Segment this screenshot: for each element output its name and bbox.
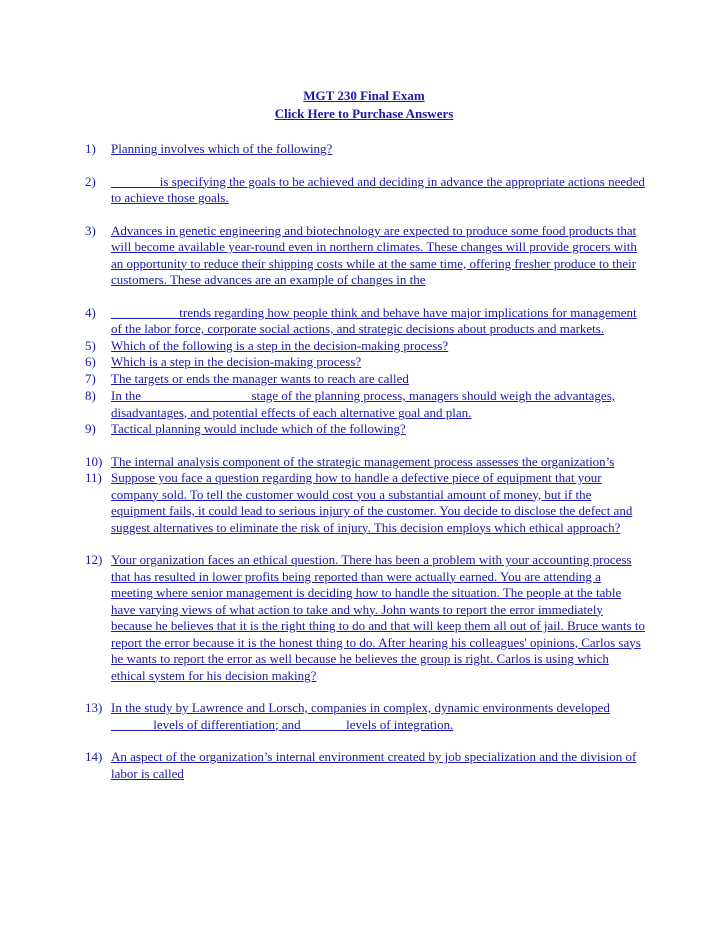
- question-number: 6): [85, 354, 96, 369]
- question-number: 12): [85, 552, 103, 567]
- question-link[interactable]: Advances in genetic engineering and biotechnology are expected to produce some food products that will become available year-round even in northern climates. These changes will provide grocers with an opportunity to reduce their shipping costs while at the same time, offering fresher produce to their customers. These advances are an example of changes in the: [111, 222, 637, 287]
- question-number: 5): [85, 337, 96, 353]
- question-item-10[interactable]: [85, 454, 645, 471]
- question-item-12[interactable]: [85, 552, 645, 684]
- question-link[interactable]: Suppose you face a question regarding how to handle a defective piece of equipment that your company sold. To tell the customer would cost you a substantial amount of money, but if the equipment fails, it could lead to serious injury of the customer. You decide to disclose the defect and suggest alternatives to eliminate the risk of injury. This decision employs which ethical approach?: [111, 470, 633, 535]
- question-number: 2): [85, 173, 96, 189]
- question-number: 14): [85, 749, 103, 764]
- document-header: [0, 87, 728, 123]
- question-item-3[interactable]: [85, 223, 645, 289]
- question-item-4[interactable]: [85, 305, 645, 338]
- question-number: 13): [85, 700, 103, 715]
- question-number: 3): [85, 222, 96, 238]
- question-number: 11): [85, 470, 102, 485]
- question-link[interactable]: Tactical planning would include which of the following?: [111, 421, 406, 436]
- question-link[interactable]: An aspect of the organization’s internal environment created by job specialization and the division of labor is called: [111, 749, 637, 781]
- question-link[interactable]: Planning involves which of the following?: [111, 141, 333, 156]
- question-link[interactable]: Which is a step in the decision-making process?: [111, 354, 362, 369]
- question-link[interactable]: The internal analysis component of the strategic management process assesses the organization’s: [111, 453, 615, 469]
- question-number: 7): [85, 370, 96, 386]
- question-item-9[interactable]: [85, 421, 645, 438]
- question-link[interactable]: __________ trends regarding how people think and behave have major implications for management of the labor force, corporate social actions, and strategic decisions about products and markets.: [111, 304, 637, 336]
- question-item-7[interactable]: [85, 371, 645, 388]
- question-number: 1): [85, 141, 96, 156]
- question-item-6[interactable]: [85, 354, 645, 371]
- question-item-5[interactable]: [85, 338, 645, 355]
- exam-title-link[interactable]: MGT 230 Final Exam: [303, 88, 425, 103]
- question-link[interactable]: Which of the following is a step in the decision-making process?: [111, 337, 449, 353]
- question-number: 4): [85, 304, 96, 320]
- question-item-13[interactable]: [85, 700, 645, 733]
- question-link[interactable]: In the ________________ stage of the planning process, managers should weigh the advantages, disadvantages, and potential effects of each alternative goal and plan.: [111, 388, 615, 420]
- question-number: 9): [85, 421, 96, 436]
- question-number: 10): [85, 453, 103, 469]
- question-item-1[interactable]: [85, 141, 645, 158]
- question-item-11[interactable]: [85, 470, 645, 536]
- question-link[interactable]: _______ is specifying the goals to be achieved and deciding in advance the appropriate actions needed to achieve those goals.: [111, 173, 645, 205]
- question-item-14[interactable]: [85, 749, 645, 782]
- question-list: [85, 141, 645, 782]
- question-number: 8): [85, 388, 96, 403]
- question-link[interactable]: Your organization faces an ethical question. There has been a problem with your accounting process that has resulted in lower profits being reported than were actually earned. You are attending a meeting where senior management is deciding how to handle the situation. The people at the table have varying views of what action to take and why. John wants to report the error immediately because he believes that it is the right thing to do and that will keep them all out of jail. Bruce wants to report the error because it is the honest thing to do. After hearing his colleagues' opinions, Carlos says he wants to report the error as well because he believes the group is right. Carlos is using which ethical system for his decision making?: [111, 552, 645, 683]
- question-link[interactable]: The targets or ends the manager wants to reach are called: [111, 370, 409, 386]
- question-item-8[interactable]: [85, 388, 645, 421]
- purchase-answers-link[interactable]: Click Here to Purchase Answers: [274, 106, 454, 121]
- question-link[interactable]: In the study by Lawrence and Lorsch, companies in complex, dynamic environments developed ______ levels of differentiation; and ______ levels of integration.: [111, 700, 610, 732]
- question-item-2[interactable]: [85, 174, 645, 207]
